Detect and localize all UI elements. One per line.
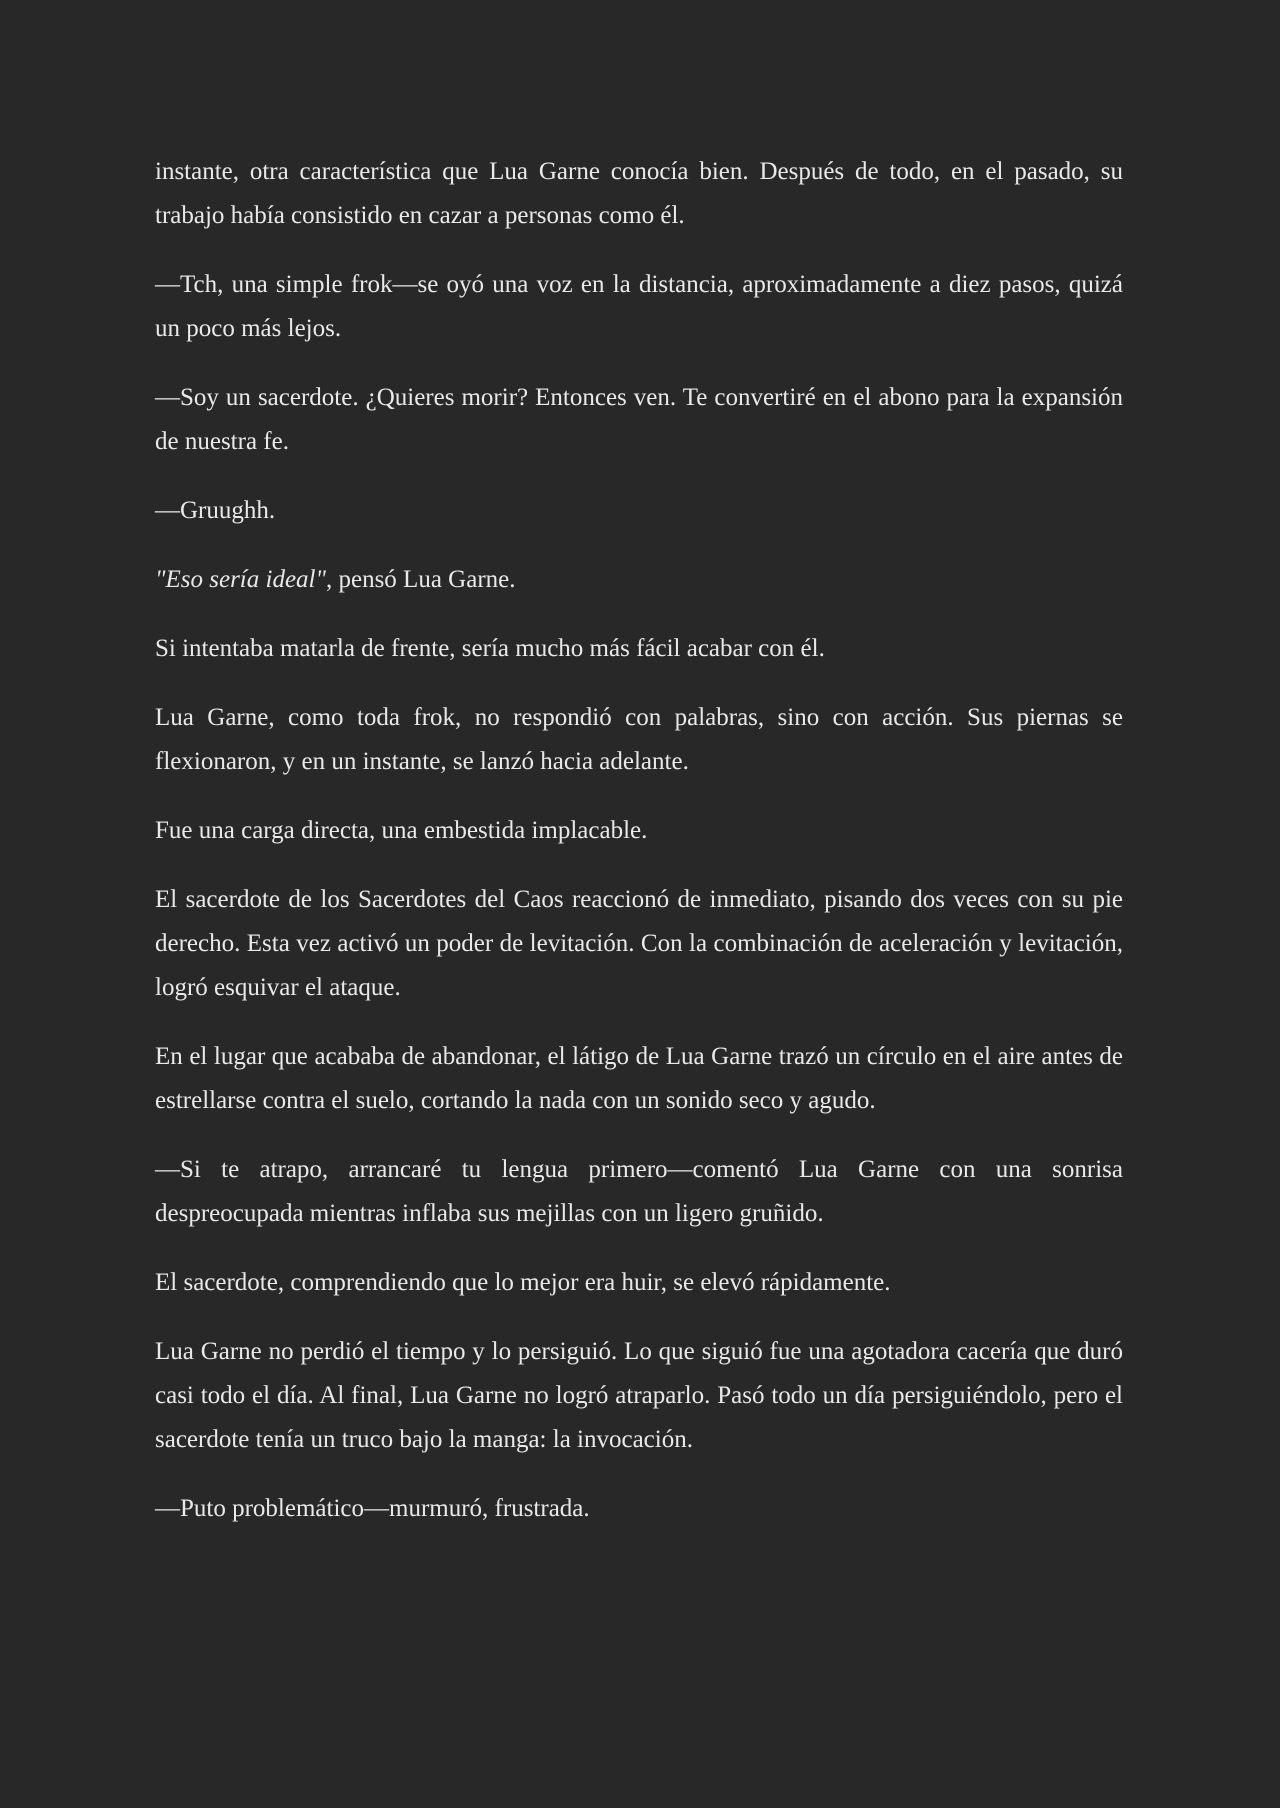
paragraph: instante, otra característica que Lua Garne conocía bien. Después de todo, en el pasado, su trabajo había consistido en cazar a personas como él. xyxy=(155,158,1123,229)
paragraph: Lua Garne, como toda frok, no respondió con palabras, sino con acción. Sus piernas se flexionaron, y en un instante, se lanzó hacia adelante. xyxy=(155,704,1123,775)
thought-attribution: , pensó Lua Garne. xyxy=(325,566,516,593)
paragraph: —Si te atrapo, arrancaré tu lengua primero—comentó Lua Garne con una sonrisa despreocupada mientras inflaba sus mejillas con un ligero gruñido. xyxy=(155,1156,1123,1227)
chapter-text xyxy=(155,150,1123,1556)
paragraph: Lua Garne no perdió el tiempo y lo persiguió. Lo que siguió fue una agotadora cacería que duró casi todo el día. Al final, Lua Garne no logró atraparlo. Pasó todo un día persiguiéndolo, pero el sacerdote tenía un truco bajo la manga: la invocación. xyxy=(155,1338,1123,1453)
paragraph: El sacerdote, comprendiendo que lo mejor era huir, se elevó rápidamente. xyxy=(155,1269,891,1296)
paragraph-thought xyxy=(155,558,1123,602)
paragraph: Fue una carga directa, una embestida implacable. xyxy=(155,817,648,844)
paragraph: —Puto problemático—murmuró, frustrada. xyxy=(155,1495,590,1522)
paragraph: —Tch, una simple frok—se oyó una voz en la distancia, aproximadamente a diez pasos, quizá un poco más lejos. xyxy=(155,271,1123,342)
thought-italic: "Eso sería ideal" xyxy=(155,566,326,593)
paragraph: Si intentaba matarla de frente, sería mucho más fácil acabar con él. xyxy=(155,635,825,662)
paragraph: —Soy un sacerdote. ¿Quieres morir? Entonces ven. Te convertiré en el abono para la expansión de nuestra fe. xyxy=(155,384,1123,455)
paragraph: —Gruughh. xyxy=(155,497,276,524)
paragraph: En el lugar que acababa de abandonar, el látigo de Lua Garne trazó un círculo en el aire antes de estrellarse contra el suelo, cortando la nada con un sonido seco y agudo. xyxy=(155,1043,1123,1114)
paragraph: El sacerdote de los Sacerdotes del Caos reaccionó de inmediato, pisando dos veces con su pie derecho. Esta vez activó un poder de levitación. Con la combinación de aceleración y levitación, logró esquivar el ataque. xyxy=(155,886,1123,1001)
